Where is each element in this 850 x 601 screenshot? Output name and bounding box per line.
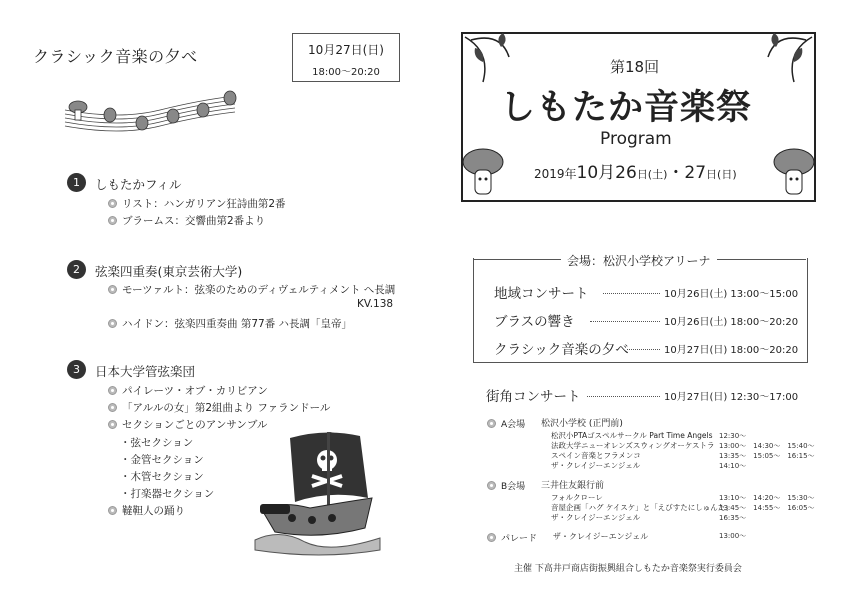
list-item: モーツァルト：弦楽のためのディヴェルティメント へ長調: [108, 282, 395, 297]
street-concert-name: 街角コンサート: [486, 389, 581, 405]
sub-item: ・弦セクション: [120, 437, 194, 449]
list-item: ハイドン：弦楽四重奏曲 第77番 ハ長調「皇帝」: [108, 316, 352, 331]
performer: ザ・クレイジーエンジェル: [551, 513, 641, 522]
festival-dates: 2019年10月26日(土)・27日(日): [534, 163, 737, 183]
music-staff-illustration: [60, 88, 240, 148]
list-item: 韃靼人の踊り: [108, 503, 185, 518]
venue-a-place: 松沢小学校 (正門前): [541, 419, 623, 429]
concert-time: 18:00〜20:20: [312, 67, 380, 78]
kv-number: KV.138: [357, 298, 394, 310]
performance-times: 16:35〜: [719, 514, 747, 522]
pirate-ship-illustration: [250, 428, 385, 560]
parade-time: 13:00〜: [719, 532, 747, 540]
sub-item: ・木管セクション: [120, 471, 204, 483]
list-item: パイレーツ・オブ・カリビアン: [108, 383, 268, 398]
leader-dots: [627, 349, 660, 350]
group-number-3: 3: [67, 360, 86, 379]
performance-times: 13:45〜 14:55〜 16:05〜: [719, 504, 815, 512]
bullet-icon: [108, 216, 117, 225]
performer: スペイン音楽とフラメンコ: [551, 451, 641, 460]
concert-name: クラシック音楽の夕べ: [494, 342, 629, 358]
bullet-icon: [487, 419, 496, 428]
venue-title: 会場：松沢小学校アリーナ: [561, 252, 717, 269]
performance-times: 13:35〜 15:05〜 16:15〜: [719, 452, 815, 460]
bullet-icon: [487, 481, 496, 490]
parade-performer: ザ・クレイジーエンジェル: [553, 532, 649, 541]
performance-times: 14:10〜: [719, 462, 747, 470]
edition: 第18回: [610, 58, 660, 76]
concert-time: 10月26日(土) 18:00〜20:20: [664, 317, 799, 328]
list-item: リスト：ハンガリアン狂詩曲第2番: [108, 196, 286, 211]
concert-time: 10月27日(日) 18:00〜20:20: [664, 345, 799, 356]
sub-item: ・打楽器セクション: [120, 488, 215, 500]
list-item: 「アルルの女」第2組曲より ファランドール: [108, 400, 330, 415]
list-item: セクションごとのアンサンブル: [108, 417, 267, 432]
group-name: 日本大学管弦楽団: [95, 364, 196, 379]
group-name: しもたかフィル: [95, 177, 182, 192]
concert-name: 地域コンサート: [494, 286, 589, 302]
bullet-icon: [487, 533, 496, 542]
concert-name: ブラスの響き: [494, 314, 575, 330]
parade-label: パレード: [487, 531, 537, 544]
date-box: [292, 33, 400, 82]
festival-title: しもたか音楽祭: [500, 88, 753, 128]
leader-dots: [603, 293, 660, 294]
performance-times: 13:10〜 14:20〜 15:30〜: [719, 494, 815, 502]
performer: 法政大学ニューオレンズスウィングオーケストラ: [551, 441, 715, 450]
concert-date: 10月27日(日): [308, 43, 384, 57]
leader-dots: [587, 396, 660, 397]
performer: 松沢小PTAゴスペルサークル Part Time Angels: [551, 431, 713, 440]
list-item: ブラームス：交響曲第2番より: [108, 213, 265, 228]
bullet-icon: [108, 420, 117, 429]
performer: 音屋企画「ハグ ケイスケ」と「えびすたにしゅんた」: [551, 503, 733, 512]
bullet-icon: [108, 319, 117, 328]
performer: ザ・クレイジーエンジェル: [551, 461, 641, 470]
group-number-1: 1: [67, 173, 86, 192]
group-number-2: 2: [67, 260, 86, 279]
venue-a-label: A会場: [487, 417, 525, 430]
concert-time: 10月26日(土) 13:00〜15:00: [664, 289, 799, 300]
bullet-icon: [108, 285, 117, 294]
venue-b-place: 三井住友銀行前: [541, 481, 605, 491]
group-name: 弦楽四重奏(東京芸術大学): [95, 264, 243, 279]
performance-times: 12:30〜: [719, 432, 747, 440]
bullet-icon: [108, 403, 117, 412]
bullet-icon: [108, 199, 117, 208]
program-label: Program: [600, 129, 672, 149]
leader-dots: [590, 321, 660, 322]
performance-times: 13:00〜 14:30〜 15:40〜: [719, 442, 815, 450]
performer: フォルクローレ: [551, 493, 603, 502]
sub-item: ・金管セクション: [120, 454, 204, 466]
concert-title: クラシック音楽の夕べ: [33, 47, 198, 66]
street-concert-time: 10月27日(日) 12:30〜17:00: [664, 392, 799, 403]
bullet-icon: [108, 506, 117, 515]
sponsor: 主催 下高井戸商店街振興組合しもたか音楽祭実行委員会: [514, 564, 742, 574]
bullet-icon: [108, 386, 117, 395]
venue-b-label: B会場: [487, 479, 525, 492]
